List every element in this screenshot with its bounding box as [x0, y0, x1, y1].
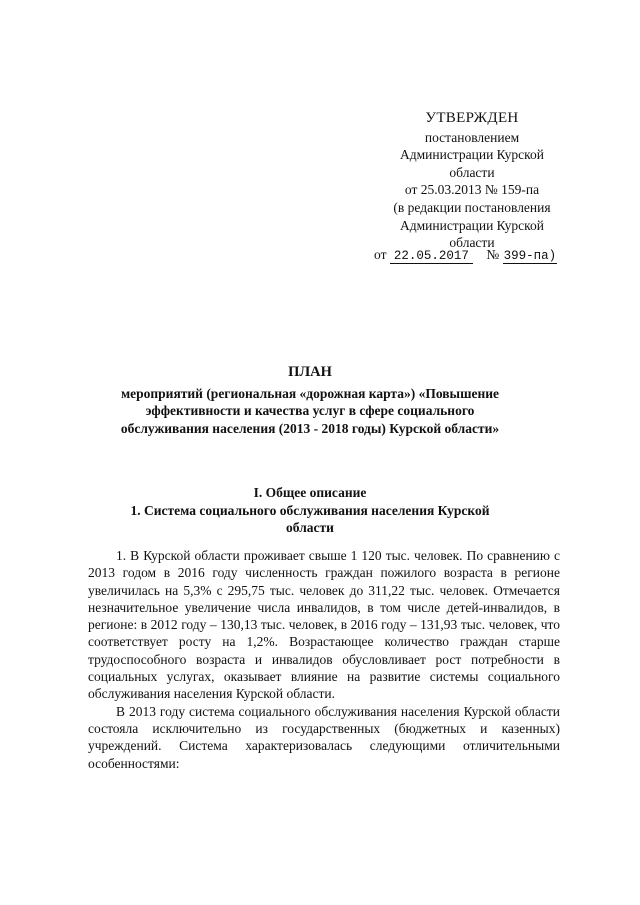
amendment-date: 22.05.2017 [390, 249, 473, 264]
plan-subtitle-line: обслуживания населения (2013 - 2018 годы) Курской области» [120, 420, 500, 436]
approval-line: (в редакции постановления [393, 199, 551, 215]
subsection-title-line: области [286, 520, 334, 535]
section-heading [95, 484, 525, 537]
approval-line: Администрации Курской [399, 147, 544, 163]
paragraph: 1. В Курской области проживает свыше 1 120 тыс. человек. По сравнению с 2013 годом в 2016 году численность граждан пожилого возраста в регионе увеличилась на 5,3% с 295,75 тыс. человек до 311,22 тыс. человек. Отмечается незначительное увеличение числа инвалидов, в том числе детей-инвалидов, в регионе: в 2012 году – 130,13 тыс. человек, в 2016 году – 131,93 тыс. человек, что соответствует росту на 1,2%. Возрастающее количество граждан старше трудоспособного возраста и инвалидов обусловливает рост потребности в социальных услугах, оказывает влияние на развитие системы социального обслуживания населения Курской области. [88, 548, 560, 702]
approval-stamp [372, 110, 572, 252]
approval-heading: УТВЕРЖДЕН [425, 110, 519, 126]
plan-subtitle-line: мероприятий (региональная «дорожная карта») «Повышение [120, 385, 500, 401]
plan-title: ПЛАН [288, 364, 332, 380]
plan-heading [95, 364, 525, 437]
document-body [88, 547, 560, 772]
section-title: I. Общее описание [253, 485, 367, 500]
amendment-date-line [374, 247, 557, 264]
paragraph: В 2013 году система социального обслуживания населения Курской области состояла исключительно из государственных (бюджетных и казенных) учреждений. Система характеризовалась следующими отличительными особенностями: [88, 703, 560, 771]
date-prefix: от [374, 247, 387, 262]
subsection-title-line: 1. Система социального обслуживания населения Курской [130, 502, 490, 518]
approval-line: Администрации Курской [399, 217, 544, 233]
approval-line: от 25.03.2013 № 159-па [404, 182, 540, 198]
approval-line: постановлением [424, 129, 520, 145]
approval-line: области [449, 164, 495, 180]
plan-subtitle-line: эффективности и качества услуг в сфере социального [145, 403, 475, 418]
amendment-number: 399-па) [503, 249, 557, 263]
approval-line: области [449, 235, 495, 251]
number-prefix: № [486, 247, 500, 262]
